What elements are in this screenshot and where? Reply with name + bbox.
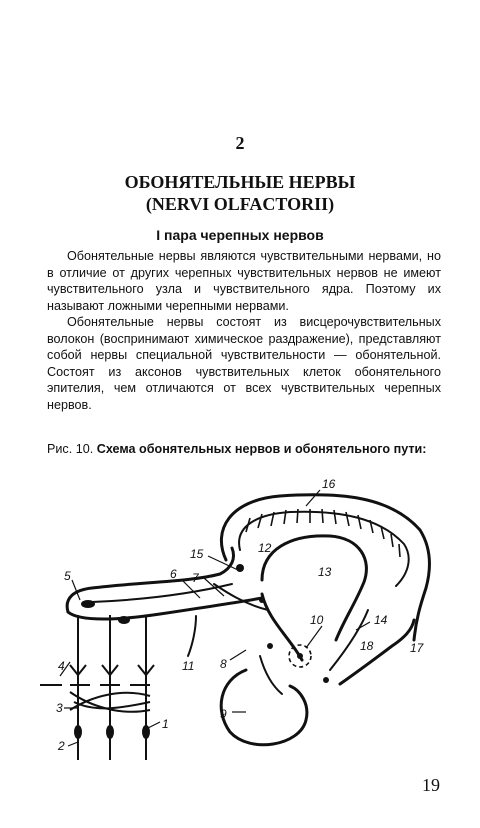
lower-arc	[340, 620, 414, 684]
label-8: 8	[220, 657, 227, 671]
label-7: 7	[192, 571, 199, 585]
receptor-neurons	[70, 615, 154, 760]
label-5: 5	[64, 569, 71, 583]
caption-title: Схема обонятельных нервов и обонятельного пути:	[96, 442, 427, 456]
label-9: 9	[220, 707, 227, 721]
label-2: 2	[58, 739, 65, 753]
label-16: 16	[322, 477, 336, 491]
label-3: 3	[56, 701, 63, 715]
section-title: I пара черепных нервов	[156, 227, 324, 243]
figure-caption	[47, 442, 447, 456]
label-11: 11	[182, 659, 195, 673]
uncus	[221, 670, 307, 745]
label-1: 1	[162, 717, 169, 731]
page-number: 19	[422, 775, 440, 795]
caption-prefix: Рис. 10.	[47, 442, 94, 456]
paragraph-2: Обонятельные нервы состоят из висцерочувствительных волокон (воспринимают химическое раздражение), представляют собой нервы специальной чувствительности — обонятельной. Состоят из аксонов чувствительных клеток обонятельного эпителия, чем отличаются от всех чувствительных черепных нервов.	[47, 315, 441, 412]
hippocampal-line	[262, 594, 302, 660]
chapter-title-line1: ОБОНЯТЕЛЬНЫЕ НЕРВЫ	[124, 172, 356, 192]
label-12: 12	[258, 541, 272, 555]
label-4: 4	[58, 659, 65, 673]
paragraph-1: Обонятельные нервы являются чувствительными нервами, но в отличие от других черепных чувствительных нервов не имеют чувствительного узла и чувствительного ядра. Поэтому их называют ложными черепными нервами.	[47, 249, 441, 313]
label-14: 14	[374, 613, 388, 627]
label-10: 10	[310, 613, 324, 627]
body-text	[47, 248, 441, 413]
label-15: 15	[190, 547, 204, 561]
connector-11	[188, 616, 196, 656]
connector-8	[260, 656, 282, 694]
chapter-number: 2	[235, 133, 245, 153]
label-18: 18	[360, 639, 374, 653]
label-6: 6	[170, 567, 177, 581]
label-13: 13	[318, 565, 332, 579]
chapter-title-line2: (NERVI OLFACTORII)	[145, 194, 335, 214]
olfactory-diagram	[0, 470, 480, 770]
label-17: 17	[410, 641, 424, 655]
chapter-title	[0, 171, 480, 215]
